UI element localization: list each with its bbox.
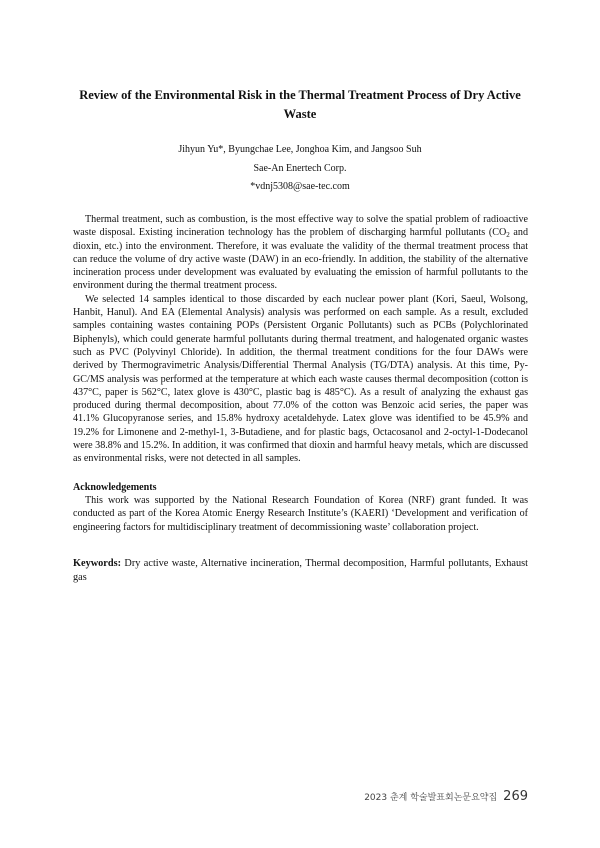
abstract-paragraph-1: [73, 213, 528, 293]
keywords-label: Keywords:: [73, 558, 122, 569]
abstract-paragraph-2: We selected 14 samples identical to those discarded by each nuclear power plant (Kori, Saeul, Wolsong, Hanbit, Hanul). And EA (Elemental Analysis) analysis was performed on each sample. As a result, excluded samples containing wastes containing POPs (Persistent Organic Pollutants) such as PCBs (Polychlorinated Biphenyls), which could generate harmful pollutants during thermal treatment, and halogenated organic wastes such as PVC (Polyvinyl Chloride). In addition, the thermal treatment conditions for the four DAWs were derived by Thermogravimetric Analysis/Differential Thermal Analysis (TG/DTA) analysis. At this time, Py-GC/MS analysis was performed at the temperature at which each waste causes thermal decomposition (cotton is 437°C, paper is 562°C, latex glove is 430°C, plastic bag is 485°C). As a result of analyzing the exhaust gas produced during thermal decomposition, about 77.0% of the cotton was Benzoic acid series, the paper was 41.1% Glucopyranose series, and 15.8% hydroxy acetaldehyde. Latex glove was identified to be 45.9% and 19.2% for Limonene and 2-methyl-1, 3-Butadiene, and for plastic bags, Octacosanol and 2-octyl-1-Dodecanol were 38.8% and 15.2%. In addition, it was confirmed that dioxin and harmful heavy metals, which are discussed as environmental risks, were not detected in all samples.: [73, 293, 528, 465]
keywords: [73, 557, 528, 585]
acknowledgements-heading: Acknowledgements: [73, 482, 157, 493]
corresponding-email[interactable]: *vdnj5308@sae-tec.com: [250, 181, 350, 192]
abstract-p1-part-a: Thermal treatment, such as combustion, is the most effective way to solve the spatial problem of radioactive waste disposal. Existing incineration technology has the problem of discharging harmful pollutants (CO: [73, 214, 528, 239]
abstract-p1-part-b: and dioxin, etc.) into the environment. Therefore, it was evaluate the validity of the thermal treatment process that can reduce the volume of dry active waste (DAW) in an eco-friendly. In addition, the stability of the alternative incineration process under development was evaluated by evaluating the emission of harmful pollutants to the environment during the thermal treatment process.: [73, 227, 528, 292]
author-list: Jihyun Yu*, Byungchae Lee, Jonghoa Kim, and Jangsoo Suh: [178, 144, 422, 155]
keywords-text: Dry active waste, Alternative incineration, Thermal decomposition, Harmful pollutants, Exhaust gas: [73, 558, 528, 583]
proceedings-title: 2023 춘계 학술발표회논문요약집: [364, 793, 498, 803]
abstract: [73, 213, 528, 466]
co2-subscript: 2: [506, 231, 510, 240]
page-footer: [364, 789, 528, 804]
paper-title: Review of the Environmental Risk in the Thermal Treatment Process of Dry Active Waste: [79, 88, 521, 121]
affiliation: Sae-An Enertech Corp.: [253, 163, 347, 174]
acknowledgements-text: This work was supported by the National Research Foundation of Korea (NRF) grant funded. It was conducted as part of the Korea Atomic Energy Research Institute’s (KAERI) ‘Development and verification of engineering factors for multidisciplinary treatment of decommissioning waste’ collaboration project.: [73, 495, 528, 533]
page-number: 269: [503, 789, 528, 804]
acknowledgements: [73, 494, 528, 534]
